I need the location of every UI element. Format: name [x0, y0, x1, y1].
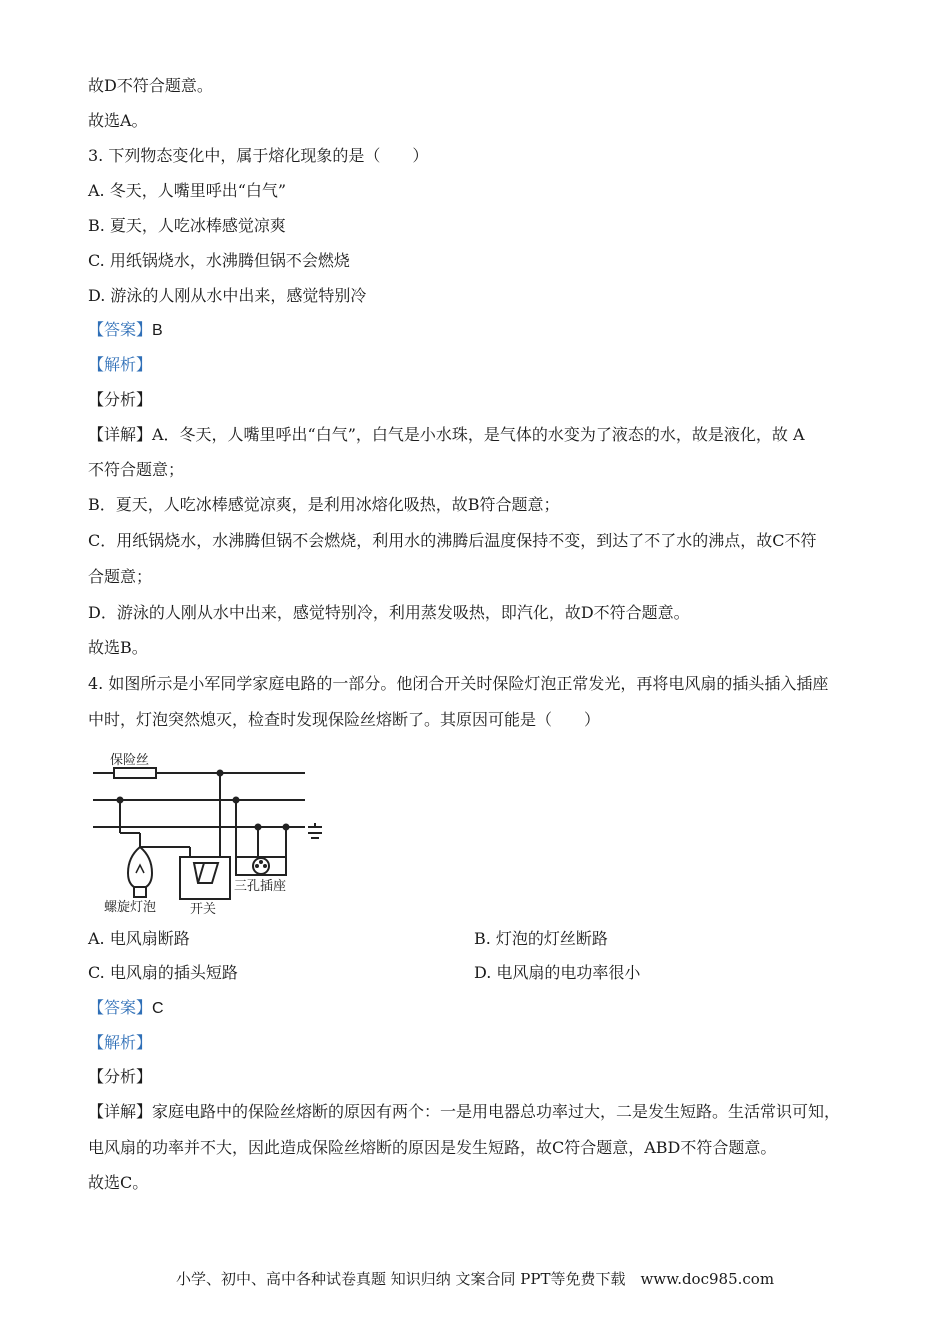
detail-line: B．夏天，人吃冰棒感觉凉爽，是利用冰熔化吸热，故B符合题意； [88, 495, 560, 514]
fenxi-tag: 【分析】 [88, 390, 153, 409]
detail-line: 【详解】家庭电路中的保险丝熔断的原因有两个：一是用电器总功率过大，二是发生短路。生活常识可知， [88, 1102, 841, 1121]
text-line: 故选A。 [88, 111, 148, 130]
fuse-label: 保险丝 [110, 753, 150, 768]
bulb-label: 螺旋灯泡 [104, 900, 157, 915]
detail-line: 电风扇的功率并不大，因此造成保险丝熔断的原因是发生短路，故C符合题意，ABD不符合题意。 [88, 1138, 777, 1157]
detail-line: 合题意； [88, 567, 153, 586]
switch-label: 开关 [190, 902, 217, 915]
option-c: C. 电风扇的插头短路 [88, 963, 238, 982]
text-line: 故D不符合题意。 [88, 76, 213, 95]
question-4: 4. 如图所示是小军同学家庭电路的一部分。他闭合开关时保险灯泡正常发光，再将电风扇的插头插入插座 [88, 674, 829, 693]
detail-line: 【详解】A．冬天，人嘴里呼出“白气”，白气是小水珠，是气体的水变为了液态的水，故是液化，故 A [88, 425, 805, 444]
fenxi-tag: 【分析】 [88, 1067, 153, 1086]
switch-symbol [194, 863, 218, 883]
socket-label: 三孔插座 [234, 879, 287, 894]
circuit-diagram [90, 745, 335, 915]
answer-line [88, 320, 163, 341]
option-b: B. 夏天，人吃冰棒感觉凉爽 [88, 216, 286, 235]
answer-value: B [152, 322, 163, 339]
detail-line: 不符合题意； [88, 460, 185, 479]
option-d: D. 电风扇的电功率很小 [474, 963, 641, 982]
socket-box [236, 857, 286, 875]
question-3: 3. 下列物态变化中，属于熔化现象的是（ ） [88, 146, 429, 165]
bulb-icon [128, 847, 152, 897]
answer-tag: 【答案】 [88, 320, 153, 339]
question-4-cont: 中时，灯泡突然熄灭，检查时发现保险丝熔断了。其原因可能是（ ） [88, 710, 601, 729]
analysis-tag: 【解析】 [88, 1033, 153, 1052]
option-b: B. 灯泡的灯丝断路 [474, 929, 608, 948]
detail-line: 故选B。 [88, 638, 148, 657]
option-a: A. 冬天，人嘴里呼出“白气” [88, 181, 287, 200]
option-c: C. 用纸锅烧水，水沸腾但锅不会燃烧 [88, 251, 350, 270]
detail-line: D．游泳的人刚从水中出来，感觉特别冷，利用蒸发吸热，即汽化，故D不符合题意。 [88, 603, 690, 622]
footer: 小学、初中、高中各种试卷真题 知识归纳 文案合同 PPT等免费下载 www.doc985.com [175, 1270, 775, 1288]
option-d: D. 游泳的人刚从水中出来，感觉特别冷 [88, 286, 367, 305]
option-a: A. 电风扇断路 [88, 929, 190, 948]
detail-line: 故选C。 [88, 1173, 149, 1192]
answer-value: C [152, 1000, 164, 1017]
detail-line: C．用纸锅烧水，水沸腾但锅不会燃烧，利用水的沸腾后温度保持不变，到达了不了水的沸点，故C不符 [88, 531, 817, 550]
answer-tag: 【答案】 [88, 998, 153, 1017]
fuse [114, 768, 156, 778]
answer-line [88, 998, 164, 1019]
analysis-tag: 【解析】 [88, 355, 153, 374]
